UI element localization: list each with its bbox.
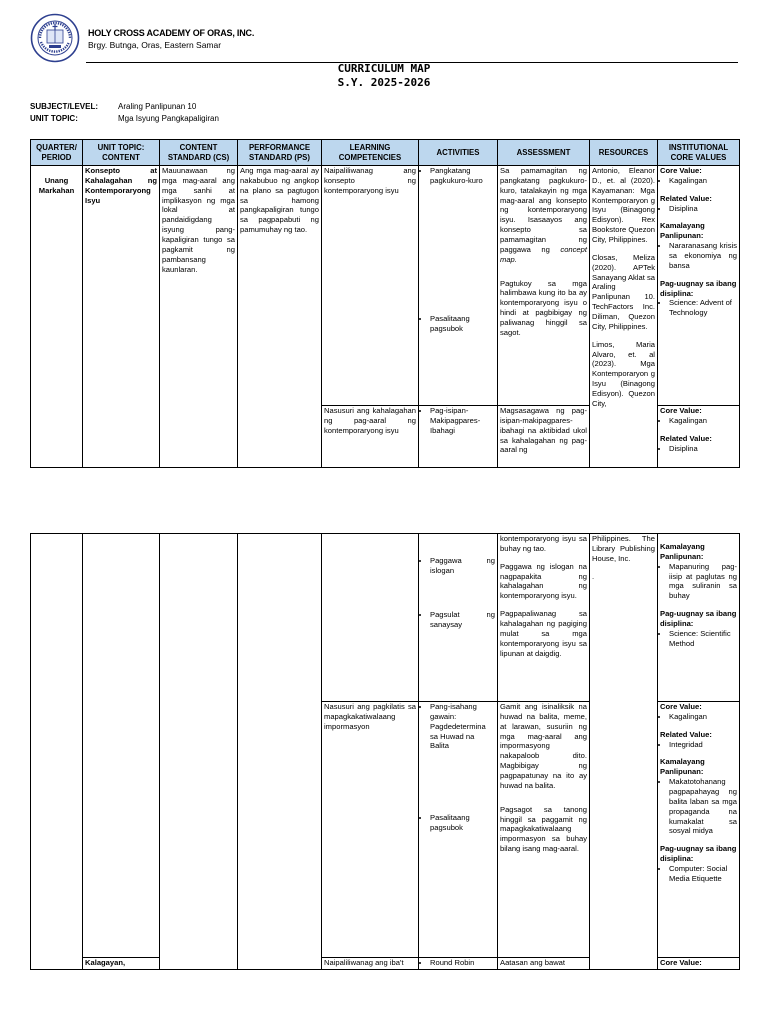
column-header: INSTITUTIONAL CORE VALUES: [658, 140, 740, 166]
core-value-label: Core Value:: [660, 406, 702, 415]
assessment-cell: [498, 534, 590, 702]
learning-competency-cell: Naipaliliwanag ang iba't: [322, 958, 419, 970]
unit-topic-label: UNIT TOPIC:: [30, 114, 78, 123]
column-header: UNIT TOPIC: CONTENT: [83, 140, 160, 166]
content-standard-cell: [160, 534, 238, 970]
curriculum-map-table-page2: [30, 533, 740, 970]
activities-cell: [419, 406, 498, 468]
assessment-cell: [498, 702, 590, 958]
activity-item: • Pasalitaang pagsubok: [430, 813, 495, 833]
assessment-text: Pagpapaliwanag sa kahalagahan ng pagiging mulat sa mga kontemporaryong isyu sa lipunan at daigdig.: [500, 609, 587, 658]
assessment-text: Pagsagot sa tanong hinggil sa paggamit ng mapagkakatiwalaang impormasyon sa buhay bilang isang mag-aaral.: [500, 804, 587, 854]
related-value-item: • Disiplina: [669, 444, 737, 454]
learning-competency-cell: Nasusuri ang kahalagahan ng pag-aaral ng kontemporaryong isyu: [322, 406, 419, 468]
table-row: [31, 166, 740, 406]
unit-topic-value: Mga Isyung Pangkapaligiran: [118, 114, 219, 123]
assessment-text: Sa pamamagitan ng pangkatang pagkukuro-kuro, tatalakayin ng mga mag-aaral ang konsepto ng kontemporaryong isyu. Isasaayos ang konsepto sa pamamagitan ng paggawa ng: [500, 166, 587, 254]
school-seal-logo: [30, 13, 80, 63]
performance-standard-cell: Ang mga mag-aaral ay nakabubuo ng angkop na plano sa pagtugon sa hamong pangkapaligiran tungo sa pagpapabuti ng pamumuhay ng tao.: [238, 166, 322, 468]
column-header: PERFORMANCE STANDARD (PS): [238, 140, 322, 166]
learning-competency-cell: [322, 534, 419, 702]
kamalayang-label: Kamalayang Panlipunan:: [660, 542, 705, 561]
subject-value: Araling Panlipunan 10: [118, 102, 197, 111]
core-values-cell: [658, 166, 740, 406]
paguugnay-item: • Science: Advent of Technology: [669, 298, 737, 318]
unit-topic-cell: [83, 534, 160, 958]
quarter-cell: [31, 534, 83, 970]
activities-cell: [419, 702, 498, 958]
core-values-cell: [658, 702, 740, 958]
kamalayang-label: Kamalayang Panlipunan:: [660, 221, 705, 241]
table-header-row: [31, 140, 740, 166]
kamalayang-label: Kamalayang Panlipunan:: [660, 757, 705, 777]
resource-entry: Philippines. The Library Publishing House, Inc.: [592, 534, 655, 563]
paguugnay-item: • Computer: Social Media Etiquette: [669, 864, 737, 884]
core-value-item: • Kagalingan: [669, 416, 737, 426]
assessment-text: Gamit ang isinaliksik na huwad na balita, meme, at larawan, susuriin ng mga mag-aaral ang impormasyong nakapaloob dito. Magbibigay ng pagpapatunay na ito ay huwad na balita.: [500, 702, 587, 790]
resources-cell: [590, 166, 658, 468]
column-header: ACTIVITIES: [419, 140, 498, 166]
resource-entry: .: [592, 571, 595, 581]
core-values-cell: [658, 406, 740, 468]
column-header: ASSESSMENT: [498, 140, 590, 166]
content-standard-cell: Mauunawaan ng mga mag-aaral ang mga sanhi at implikasyon ng mga lokal at pandaidigdang isyung pang-kapaligiran tungo sa pagkamit ng pambansang kaunlaran.: [160, 166, 238, 468]
school-name: HOLY CROSS ACADEMY OF ORAS, INC.: [88, 28, 255, 38]
kamalayang-item: • Nararanasang krisis sa ekonomiya ng bansa: [669, 241, 737, 271]
activities-cell: [419, 534, 498, 702]
assessment-emphasis: concept map.: [500, 244, 587, 264]
core-value-item: • Kagalingan: [669, 176, 737, 186]
assessment-cell: Magsasagawa ng pag-isipan-makipagpares-ibahagi na aktibidad ukol sa kahalagahan ng pag-aaral ng: [498, 406, 590, 468]
activity-item: • Pangkatang pagkukuro-kuro: [430, 166, 495, 186]
document-title: CURRICULUM MAP: [337, 62, 431, 75]
resource-entry: Antonio, Eleanor D., et. al (2020). Kayamanan: Mga Kontemporaryon g Isyu (Binagong Edisyon). Rex Bookstore Quezon City, Philippines.: [592, 166, 655, 245]
column-header: LEARNING COMPETENCIES: [322, 140, 419, 166]
core-value-label: Core Value:: [660, 166, 702, 175]
core-value-item: • Kagalingan: [669, 712, 737, 722]
assessment-text: kontemporaryong isyu sa buhay ng tao.: [500, 534, 587, 553]
activity-item: • Pagsulat ng sanaysay: [430, 610, 495, 630]
curriculum-map-table-page1: [30, 139, 740, 468]
learning-competency-cell: Nasusuri ang pagkilatis sa mapagkakatiwalaang impormasyon: [322, 702, 419, 958]
assessment-cell: [498, 166, 590, 406]
paguugnay-label: Pag-uugnay sa ibang disiplina:: [660, 278, 737, 298]
school-address: Brgy. Butnga, Oras, Eastern Samar: [88, 40, 222, 50]
learning-competency-cell: Naipaliliwanag ang konsepto ng kontemporaryong isyu: [322, 166, 419, 406]
unit-topic-cell: Konsepto at Kahalagahan ng Kontemporaryong Isyu: [83, 166, 160, 468]
column-header: RESOURCES: [590, 140, 658, 166]
performance-standard-cell: [238, 534, 322, 970]
activities-cell: [419, 166, 498, 406]
resource-entry: Limos, Maria Alvaro, et. al (2023). Mga Kontemporaryon g Isyu (Binagong Edisyon). Quezon City,: [592, 339, 655, 408]
related-value-label: Related Value:: [660, 193, 712, 203]
core-value-label: Core Value:: [660, 702, 702, 711]
activities-cell: [419, 958, 498, 970]
column-header: CONTENT STANDARD (CS): [160, 140, 238, 166]
paguugnay-item: • Science: Scientific Method: [669, 629, 737, 649]
assessment-text: Pagtukoy sa mga halimbawa kung ito ba ay kontemporaryong isyu o hindi at pagbibigay ng paliwanag hinggil sa sagot.: [500, 278, 587, 337]
unit-topic-cell: Kalagayan,: [83, 958, 160, 970]
paguugnay-label: Pag-uugnay sa ibang disiplina:: [660, 609, 737, 629]
activity-item: • Pasalitaang pagsubok: [430, 314, 495, 334]
assessment-cell: Aatasan ang bawat: [498, 958, 590, 970]
activity-item: • Paggawa ng islogan: [430, 556, 495, 576]
activity-item: • Round Robin: [430, 958, 495, 968]
core-value-label: Core Value:: [658, 958, 740, 970]
related-value-label: Related Value:: [660, 729, 712, 739]
school-year: S.Y. 2025-2026: [337, 76, 431, 89]
core-values-cell: [658, 534, 740, 702]
related-value-item: • Disiplina: [669, 204, 737, 214]
activity-item: • Pang-isahang gawain: Pagdedetermina sa Huwad na Balita: [430, 702, 495, 751]
quarter-cell: Unang Markahan: [31, 166, 83, 468]
subject-label: SUBJECT/LEVEL:: [30, 102, 99, 111]
resources-cell: [590, 534, 658, 970]
assessment-text: Paggawa ng islogan na nagpapakita ng kahalagahan ng kontemporaryong isyu.: [500, 561, 587, 601]
resource-entry: Closas, Meliza (2020). APTek Sanayang Aklat sa Araling Panlipunan 10. TechFactors Inc. Diliman, Quezon City, Philippines.: [592, 252, 655, 331]
column-header: QUARTER/ PERIOD: [31, 140, 83, 166]
paguugnay-label: Pag-uugnay sa ibang disiplina:: [660, 844, 737, 864]
activity-item: • Pag-isipan-Makipagpares-Ibahagi: [430, 406, 495, 436]
kamalayang-item: • Makatotohanang pagpapahayag ng balita laban sa mga propaganda na kumakalat sa sosyal midya: [669, 777, 737, 836]
kamalayang-item: • Mapanuring pag-iisip at paglutas ng mga suliranin sa buhay: [669, 562, 737, 601]
table-row: [31, 534, 740, 702]
related-value-label: Related Value:: [660, 433, 712, 443]
related-value-item: • Integridad: [669, 740, 737, 750]
